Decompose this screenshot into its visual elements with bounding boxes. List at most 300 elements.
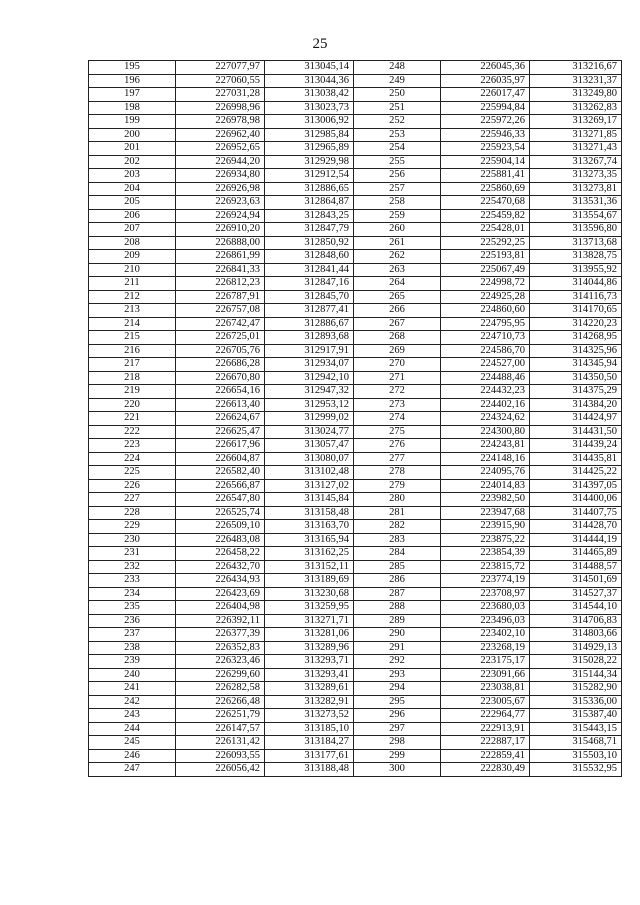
point-number-cell: 251	[354, 101, 441, 115]
table-row	[89, 547, 622, 561]
x-coordinate-cell: 225292,25	[441, 236, 530, 250]
x-coordinate-cell: 226978,98	[176, 115, 265, 129]
y-coordinate-cell: 314488,57	[530, 560, 622, 574]
point-number-cell: 246	[89, 749, 176, 763]
y-coordinate-cell: 313188,48	[265, 763, 354, 777]
point-number-cell: 233	[89, 574, 176, 588]
x-coordinate-cell: 223038,81	[441, 682, 530, 696]
x-coordinate-cell: 223982,50	[441, 493, 530, 507]
point-number-cell: 264	[354, 277, 441, 291]
table-row	[89, 479, 622, 493]
y-coordinate-cell: 314425,22	[530, 466, 622, 480]
x-coordinate-cell: 226604,87	[176, 452, 265, 466]
table-row	[89, 506, 622, 520]
x-coordinate-cell: 223915,90	[441, 520, 530, 534]
y-coordinate-cell: 314407,75	[530, 506, 622, 520]
y-coordinate-cell: 314465,89	[530, 547, 622, 561]
y-coordinate-cell: 313231,37	[530, 74, 622, 88]
point-number-cell: 249	[354, 74, 441, 88]
table-row	[89, 74, 622, 88]
y-coordinate-cell: 313044,36	[265, 74, 354, 88]
x-coordinate-cell: 226299,60	[176, 668, 265, 682]
x-coordinate-cell: 226147,57	[176, 722, 265, 736]
point-number-cell: 215	[89, 331, 176, 345]
y-coordinate-cell: 313152,11	[265, 560, 354, 574]
x-coordinate-cell: 226861,99	[176, 250, 265, 264]
point-number-cell: 207	[89, 223, 176, 237]
y-coordinate-cell: 315144,34	[530, 668, 622, 682]
x-coordinate-cell: 226787,91	[176, 290, 265, 304]
point-number-cell: 271	[354, 371, 441, 385]
point-number-cell: 263	[354, 263, 441, 277]
y-coordinate-cell: 313080,07	[265, 452, 354, 466]
y-coordinate-cell: 312864,87	[265, 196, 354, 210]
x-coordinate-cell: 225904,14	[441, 155, 530, 169]
table-row	[89, 304, 622, 318]
x-coordinate-cell: 226742,47	[176, 317, 265, 331]
point-number-cell: 262	[354, 250, 441, 264]
point-number-cell: 267	[354, 317, 441, 331]
point-number-cell: 253	[354, 128, 441, 142]
point-number-cell: 286	[354, 574, 441, 588]
x-coordinate-cell: 226458,22	[176, 547, 265, 561]
table-row	[89, 412, 622, 426]
table-row	[89, 182, 622, 196]
y-coordinate-cell: 312850,92	[265, 236, 354, 250]
y-coordinate-cell: 313189,69	[265, 574, 354, 588]
x-coordinate-cell: 222830,49	[441, 763, 530, 777]
y-coordinate-cell: 313282,91	[265, 695, 354, 709]
point-number-cell: 287	[354, 587, 441, 601]
table-row	[89, 641, 622, 655]
y-coordinate-cell: 314044,86	[530, 277, 622, 291]
table-row	[89, 520, 622, 534]
y-coordinate-cell: 313273,52	[265, 709, 354, 723]
table-row	[89, 398, 622, 412]
x-coordinate-cell: 222887,17	[441, 736, 530, 750]
y-coordinate-cell: 313293,71	[265, 655, 354, 669]
x-coordinate-cell: 224300,80	[441, 425, 530, 439]
y-coordinate-cell: 314544,10	[530, 601, 622, 615]
point-number-cell: 290	[354, 628, 441, 642]
y-coordinate-cell: 313006,92	[265, 115, 354, 129]
table-row	[89, 61, 622, 75]
x-coordinate-cell: 224402,16	[441, 398, 530, 412]
point-number-cell: 231	[89, 547, 176, 561]
point-number-cell: 227	[89, 493, 176, 507]
table-row	[89, 209, 622, 223]
x-coordinate-cell: 226582,40	[176, 466, 265, 480]
y-coordinate-cell: 314116,73	[530, 290, 622, 304]
table-row	[89, 628, 622, 642]
y-coordinate-cell: 315028,22	[530, 655, 622, 669]
y-coordinate-cell: 313713,68	[530, 236, 622, 250]
point-number-cell: 241	[89, 682, 176, 696]
x-coordinate-cell: 226725,01	[176, 331, 265, 345]
table-row	[89, 101, 622, 115]
x-coordinate-cell: 226035,97	[441, 74, 530, 88]
point-number-cell: 221	[89, 412, 176, 426]
y-coordinate-cell: 314375,29	[530, 385, 622, 399]
x-coordinate-cell: 224710,73	[441, 331, 530, 345]
x-coordinate-cell: 223175,17	[441, 655, 530, 669]
y-coordinate-cell: 313955,92	[530, 263, 622, 277]
y-coordinate-cell: 312847,79	[265, 223, 354, 237]
y-coordinate-cell: 315387,40	[530, 709, 622, 723]
x-coordinate-cell: 226251,79	[176, 709, 265, 723]
x-coordinate-cell: 227060,55	[176, 74, 265, 88]
x-coordinate-cell: 225994,84	[441, 101, 530, 115]
y-coordinate-cell: 313249,80	[530, 88, 622, 102]
table-row	[89, 736, 622, 750]
y-coordinate-cell: 313273,35	[530, 169, 622, 183]
y-coordinate-cell: 313158,48	[265, 506, 354, 520]
y-coordinate-cell: 314397,05	[530, 479, 622, 493]
y-coordinate-cell: 312947,32	[265, 385, 354, 399]
x-coordinate-cell: 226952,65	[176, 142, 265, 156]
x-coordinate-cell: 226757,08	[176, 304, 265, 318]
x-coordinate-cell: 226282,58	[176, 682, 265, 696]
x-coordinate-cell: 223680,03	[441, 601, 530, 615]
table-row	[89, 533, 622, 547]
x-coordinate-cell: 224014,83	[441, 479, 530, 493]
point-number-cell: 258	[354, 196, 441, 210]
x-coordinate-cell: 226924,94	[176, 209, 265, 223]
y-coordinate-cell: 314439,24	[530, 439, 622, 453]
point-number-cell: 256	[354, 169, 441, 183]
point-number-cell: 250	[354, 88, 441, 102]
x-coordinate-cell: 224324,62	[441, 412, 530, 426]
x-coordinate-cell: 226432,70	[176, 560, 265, 574]
y-coordinate-cell: 313289,61	[265, 682, 354, 696]
table-row	[89, 439, 622, 453]
x-coordinate-cell: 223875,22	[441, 533, 530, 547]
y-coordinate-cell: 312953,12	[265, 398, 354, 412]
x-coordinate-cell: 224860,60	[441, 304, 530, 318]
x-coordinate-cell: 225860,69	[441, 182, 530, 196]
point-number-cell: 294	[354, 682, 441, 696]
x-coordinate-cell: 226613,40	[176, 398, 265, 412]
table-row	[89, 371, 622, 385]
y-coordinate-cell: 314268,95	[530, 331, 622, 345]
y-coordinate-cell: 315443,15	[530, 722, 622, 736]
y-coordinate-cell: 315503,10	[530, 749, 622, 763]
x-coordinate-cell: 224432,23	[441, 385, 530, 399]
x-coordinate-cell: 226617,96	[176, 439, 265, 453]
table-row	[89, 196, 622, 210]
point-number-cell: 229	[89, 520, 176, 534]
point-number-cell: 220	[89, 398, 176, 412]
y-coordinate-cell: 313230,68	[265, 587, 354, 601]
x-coordinate-cell: 226093,55	[176, 749, 265, 763]
point-number-cell: 285	[354, 560, 441, 574]
x-coordinate-cell: 224586,70	[441, 344, 530, 358]
table-row	[89, 385, 622, 399]
y-coordinate-cell: 315532,95	[530, 763, 622, 777]
x-coordinate-cell: 225193,81	[441, 250, 530, 264]
y-coordinate-cell: 312886,67	[265, 317, 354, 331]
y-coordinate-cell: 314345,94	[530, 358, 622, 372]
table-row	[89, 128, 622, 142]
y-coordinate-cell: 313177,61	[265, 749, 354, 763]
y-coordinate-cell: 313271,71	[265, 614, 354, 628]
x-coordinate-cell: 226483,08	[176, 533, 265, 547]
x-coordinate-cell: 226926,98	[176, 182, 265, 196]
y-coordinate-cell: 313145,84	[265, 493, 354, 507]
x-coordinate-cell: 223774,19	[441, 574, 530, 588]
table-row	[89, 587, 622, 601]
y-coordinate-cell: 313269,17	[530, 115, 622, 129]
x-coordinate-cell: 226323,46	[176, 655, 265, 669]
point-number-cell: 270	[354, 358, 441, 372]
y-coordinate-cell: 314706,83	[530, 614, 622, 628]
y-coordinate-cell: 312985,84	[265, 128, 354, 142]
point-number-cell: 213	[89, 304, 176, 318]
point-number-cell: 203	[89, 169, 176, 183]
x-coordinate-cell: 226705,76	[176, 344, 265, 358]
y-coordinate-cell: 314400,06	[530, 493, 622, 507]
table-row	[89, 614, 622, 628]
y-coordinate-cell: 313271,43	[530, 142, 622, 156]
x-coordinate-cell: 223402,10	[441, 628, 530, 642]
y-coordinate-cell: 313281,06	[265, 628, 354, 642]
x-coordinate-cell: 226962,40	[176, 128, 265, 142]
x-coordinate-cell: 223947,68	[441, 506, 530, 520]
point-number-cell: 195	[89, 61, 176, 75]
x-coordinate-cell: 224095,76	[441, 466, 530, 480]
point-number-cell: 278	[354, 466, 441, 480]
y-coordinate-cell: 314929,13	[530, 641, 622, 655]
y-coordinate-cell: 313163,70	[265, 520, 354, 534]
y-coordinate-cell: 314325,96	[530, 344, 622, 358]
table-row	[89, 290, 622, 304]
table-row	[89, 169, 622, 183]
y-coordinate-cell: 315336,00	[530, 695, 622, 709]
x-coordinate-cell: 224488,46	[441, 371, 530, 385]
point-number-cell: 209	[89, 250, 176, 264]
x-coordinate-cell: 226547,80	[176, 493, 265, 507]
point-number-cell: 259	[354, 209, 441, 223]
point-number-cell: 196	[89, 74, 176, 88]
x-coordinate-cell: 226944,20	[176, 155, 265, 169]
table-row	[89, 682, 622, 696]
x-coordinate-cell: 223815,72	[441, 560, 530, 574]
y-coordinate-cell: 313293,41	[265, 668, 354, 682]
x-coordinate-cell: 226266,48	[176, 695, 265, 709]
y-coordinate-cell: 312934,07	[265, 358, 354, 372]
y-coordinate-cell: 312929,98	[265, 155, 354, 169]
point-number-cell: 252	[354, 115, 441, 129]
x-coordinate-cell: 226434,93	[176, 574, 265, 588]
y-coordinate-cell: 313023,73	[265, 101, 354, 115]
x-coordinate-cell: 226934,80	[176, 169, 265, 183]
y-coordinate-cell: 314428,70	[530, 520, 622, 534]
table-row	[89, 223, 622, 237]
x-coordinate-cell: 223496,03	[441, 614, 530, 628]
y-coordinate-cell: 314501,69	[530, 574, 622, 588]
point-number-cell: 236	[89, 614, 176, 628]
point-number-cell: 211	[89, 277, 176, 291]
table-row	[89, 88, 622, 102]
point-number-cell: 266	[354, 304, 441, 318]
y-coordinate-cell: 312917,91	[265, 344, 354, 358]
point-number-cell: 261	[354, 236, 441, 250]
x-coordinate-cell: 224148,16	[441, 452, 530, 466]
x-coordinate-cell: 222964,77	[441, 709, 530, 723]
y-coordinate-cell: 313289,96	[265, 641, 354, 655]
y-coordinate-cell: 314170,65	[530, 304, 622, 318]
point-number-cell: 222	[89, 425, 176, 439]
y-coordinate-cell: 312942,10	[265, 371, 354, 385]
table-row	[89, 317, 622, 331]
point-number-cell: 228	[89, 506, 176, 520]
point-number-cell: 272	[354, 385, 441, 399]
point-number-cell: 279	[354, 479, 441, 493]
point-number-cell: 277	[354, 452, 441, 466]
point-number-cell: 289	[354, 614, 441, 628]
x-coordinate-cell: 226998,96	[176, 101, 265, 115]
point-number-cell: 295	[354, 695, 441, 709]
y-coordinate-cell: 313102,48	[265, 466, 354, 480]
point-number-cell: 254	[354, 142, 441, 156]
y-coordinate-cell: 313596,80	[530, 223, 622, 237]
y-coordinate-cell: 313127,02	[265, 479, 354, 493]
y-coordinate-cell: 313165,94	[265, 533, 354, 547]
x-coordinate-cell: 226910,20	[176, 223, 265, 237]
point-number-cell: 282	[354, 520, 441, 534]
table-row	[89, 749, 622, 763]
point-number-cell: 248	[354, 61, 441, 75]
point-number-cell: 273	[354, 398, 441, 412]
y-coordinate-cell: 312845,70	[265, 290, 354, 304]
x-coordinate-cell: 225459,82	[441, 209, 530, 223]
point-number-cell: 269	[354, 344, 441, 358]
table-row	[89, 344, 622, 358]
x-coordinate-cell: 223854,39	[441, 547, 530, 561]
point-number-cell: 219	[89, 385, 176, 399]
y-coordinate-cell: 313038,42	[265, 88, 354, 102]
point-number-cell: 216	[89, 344, 176, 358]
table-row	[89, 250, 622, 264]
coordinates-table	[88, 60, 622, 777]
point-number-cell: 198	[89, 101, 176, 115]
point-number-cell: 217	[89, 358, 176, 372]
y-coordinate-cell: 314444,19	[530, 533, 622, 547]
x-coordinate-cell: 225470,68	[441, 196, 530, 210]
x-coordinate-cell: 222859,41	[441, 749, 530, 763]
x-coordinate-cell: 226131,42	[176, 736, 265, 750]
table-row	[89, 331, 622, 345]
y-coordinate-cell: 313057,47	[265, 439, 354, 453]
x-coordinate-cell: 227077,97	[176, 61, 265, 75]
y-coordinate-cell: 312841,44	[265, 263, 354, 277]
x-coordinate-cell: 225972,26	[441, 115, 530, 129]
x-coordinate-cell: 223268,19	[441, 641, 530, 655]
point-number-cell: 223	[89, 439, 176, 453]
table-row	[89, 425, 622, 439]
y-coordinate-cell: 313554,67	[530, 209, 622, 223]
x-coordinate-cell: 226525,74	[176, 506, 265, 520]
point-number-cell: 293	[354, 668, 441, 682]
point-number-cell: 265	[354, 290, 441, 304]
point-number-cell: 201	[89, 142, 176, 156]
table-row	[89, 709, 622, 723]
point-number-cell: 268	[354, 331, 441, 345]
point-number-cell: 237	[89, 628, 176, 642]
y-coordinate-cell: 312877,41	[265, 304, 354, 318]
point-number-cell: 300	[354, 763, 441, 777]
point-number-cell: 218	[89, 371, 176, 385]
point-number-cell: 206	[89, 209, 176, 223]
point-number-cell: 299	[354, 749, 441, 763]
table-row	[89, 358, 622, 372]
point-number-cell: 296	[354, 709, 441, 723]
y-coordinate-cell: 312848,60	[265, 250, 354, 264]
table-row	[89, 668, 622, 682]
x-coordinate-cell: 224527,00	[441, 358, 530, 372]
y-coordinate-cell: 312893,68	[265, 331, 354, 345]
y-coordinate-cell: 313162,25	[265, 547, 354, 561]
table-row	[89, 493, 622, 507]
point-number-cell: 212	[89, 290, 176, 304]
x-coordinate-cell: 226045,36	[441, 61, 530, 75]
y-coordinate-cell: 312886,65	[265, 182, 354, 196]
point-number-cell: 214	[89, 317, 176, 331]
table-row	[89, 452, 622, 466]
y-coordinate-cell: 314350,50	[530, 371, 622, 385]
table-row	[89, 560, 622, 574]
x-coordinate-cell: 225946,33	[441, 128, 530, 142]
point-number-cell: 238	[89, 641, 176, 655]
x-coordinate-cell: 223005,67	[441, 695, 530, 709]
x-coordinate-cell: 225923,54	[441, 142, 530, 156]
coordinates-table-body	[89, 61, 622, 777]
point-number-cell: 288	[354, 601, 441, 615]
x-coordinate-cell: 226509,10	[176, 520, 265, 534]
point-number-cell: 297	[354, 722, 441, 736]
point-number-cell: 239	[89, 655, 176, 669]
point-number-cell: 235	[89, 601, 176, 615]
table-row	[89, 142, 622, 156]
point-number-cell: 224	[89, 452, 176, 466]
x-coordinate-cell: 226654,16	[176, 385, 265, 399]
point-number-cell: 234	[89, 587, 176, 601]
y-coordinate-cell: 314435,81	[530, 452, 622, 466]
y-coordinate-cell: 314527,37	[530, 587, 622, 601]
point-number-cell: 242	[89, 695, 176, 709]
point-number-cell: 232	[89, 560, 176, 574]
table-row	[89, 655, 622, 669]
x-coordinate-cell: 226423,69	[176, 587, 265, 601]
table-row	[89, 574, 622, 588]
point-number-cell: 204	[89, 182, 176, 196]
x-coordinate-cell: 224925,28	[441, 290, 530, 304]
x-coordinate-cell: 225067,49	[441, 263, 530, 277]
point-number-cell: 200	[89, 128, 176, 142]
table-row	[89, 115, 622, 129]
point-number-cell: 280	[354, 493, 441, 507]
point-number-cell: 225	[89, 466, 176, 480]
x-coordinate-cell: 226404,98	[176, 601, 265, 615]
point-number-cell: 260	[354, 223, 441, 237]
table-row	[89, 722, 622, 736]
x-coordinate-cell: 224795,95	[441, 317, 530, 331]
x-coordinate-cell: 224998,72	[441, 277, 530, 291]
x-coordinate-cell: 225428,01	[441, 223, 530, 237]
y-coordinate-cell: 314431,50	[530, 425, 622, 439]
x-coordinate-cell: 226017,47	[441, 88, 530, 102]
y-coordinate-cell: 312999,02	[265, 412, 354, 426]
